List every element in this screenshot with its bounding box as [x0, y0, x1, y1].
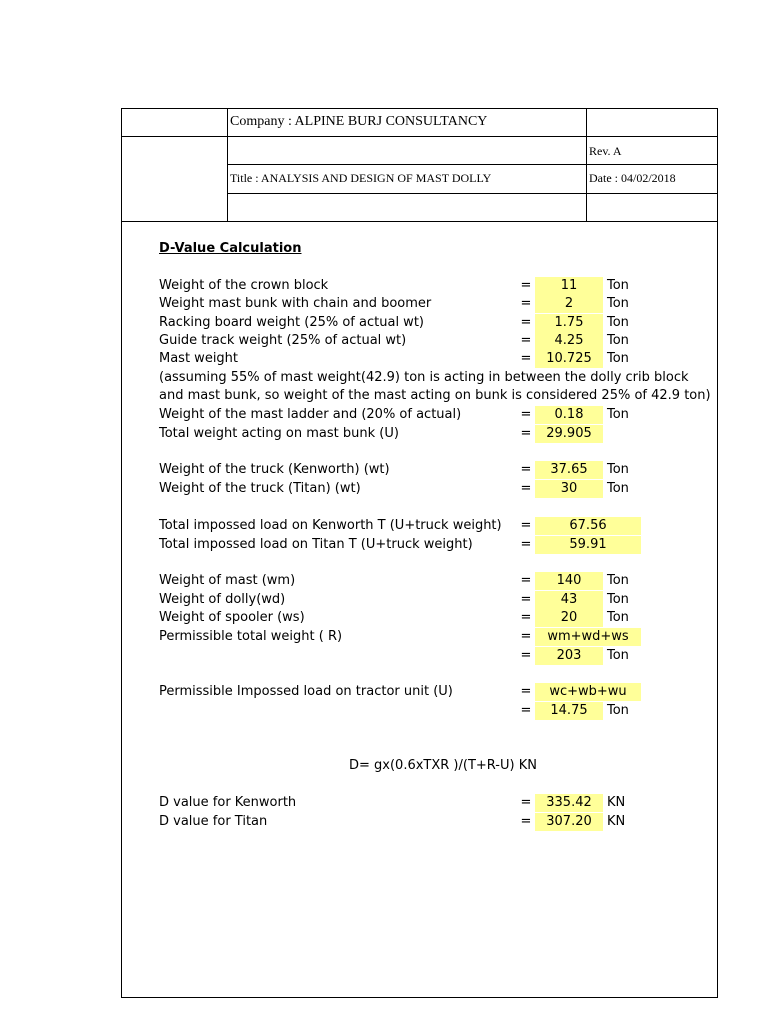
row-label: Permissible total weight ( R) — [159, 629, 343, 644]
row-unit: KN — [607, 814, 626, 829]
row-unit: KN — [607, 795, 626, 810]
document-title: Title : ANALYSIS AND DESIGN OF MAST DOLLY — [230, 171, 492, 185]
company-name: Company : ALPINE BURJ CONSULTANCY — [230, 114, 488, 129]
equals-sign: = — [520, 278, 532, 293]
header-divider — [121, 136, 718, 137]
row-value: 140 — [535, 572, 603, 590]
row-unit: Ton — [607, 351, 629, 366]
row-unit: Ton — [607, 278, 629, 293]
row-label: Weight of spooler (ws) — [159, 610, 305, 625]
row-label: D value for Kenworth — [159, 795, 297, 810]
row-value: 10.725 — [535, 350, 603, 368]
equals-sign: = — [520, 795, 532, 810]
row-label: Total weight acting on mast bunk (U) — [159, 426, 399, 441]
row-unit: Ton — [607, 407, 629, 422]
row-unit: Ton — [607, 481, 629, 496]
equals-sign: = — [520, 592, 532, 607]
revision: Rev. A — [589, 144, 622, 158]
row-label: Total impossed load on Titan T (U+truck weight) — [159, 537, 473, 552]
document-date: Date : 04/02/2018 — [589, 171, 676, 185]
row-value: 20 — [535, 609, 603, 627]
row-label: Racking board weight (25% of actual wt) — [159, 315, 424, 330]
equals-sign: = — [520, 629, 532, 644]
row-label: Guide track weight (25% of actual wt) — [159, 333, 407, 348]
assumption-note: (assuming 55% of mast weight(42.9) ton is acting in between the dolly crib block — [159, 370, 689, 385]
row-value: 37.65 — [535, 461, 603, 479]
equals-sign: = — [520, 537, 532, 552]
header-divider — [227, 164, 718, 165]
row-label: Permissible Impossed load on tractor unit (U) — [159, 684, 453, 699]
d-value-formula: D= gx(0.6xTXR )/(T+R-U) KN — [349, 758, 537, 773]
equals-sign: = — [520, 610, 532, 625]
row-unit: Ton — [607, 703, 629, 718]
row-value: 43 — [535, 591, 603, 609]
equals-sign: = — [520, 462, 532, 477]
row-unit: Ton — [607, 610, 629, 625]
row-value: 307.20 — [535, 813, 603, 831]
row-unit: Ton — [607, 333, 629, 348]
row-value: 0.18 — [535, 406, 603, 424]
equals-sign: = — [520, 703, 532, 718]
header-divider — [121, 221, 718, 222]
equals-sign: = — [520, 648, 532, 663]
row-label: D value for Titan — [159, 814, 268, 829]
row-unit: Ton — [607, 462, 629, 477]
equals-sign: = — [520, 814, 532, 829]
row-value: wc+wb+wu — [535, 683, 641, 701]
equals-sign: = — [520, 573, 532, 588]
equals-sign: = — [520, 351, 532, 366]
equals-sign: = — [520, 333, 532, 348]
row-value: 67.56 — [535, 517, 641, 535]
row-value: wm+wd+ws — [535, 628, 641, 646]
row-label: Mast weight — [159, 351, 239, 366]
equals-sign: = — [520, 518, 532, 533]
row-value: 335.42 — [535, 794, 603, 812]
row-value: 11 — [535, 277, 603, 295]
row-label: Weight of the crown block — [159, 278, 329, 293]
row-label: Weight of the mast ladder and (20% of actual) — [159, 407, 462, 422]
row-value: 59.91 — [535, 536, 641, 554]
equals-sign: = — [520, 407, 532, 422]
row-label: Weight of mast (wm) — [159, 573, 296, 588]
equals-sign: = — [520, 684, 532, 699]
row-unit: Ton — [607, 573, 629, 588]
row-label: Total impossed load on Kenworth T (U+truck weight) — [159, 518, 502, 533]
row-value: 1.75 — [535, 314, 603, 332]
header-divider — [227, 108, 228, 222]
row-unit: Ton — [607, 296, 629, 311]
row-value: 14.75 — [535, 702, 603, 720]
row-value: 30 — [535, 480, 603, 498]
assumption-note: and mast bunk, so weight of the mast acting on bunk is considered 25% of 42.9 ton) — [159, 388, 711, 403]
row-label: Weight mast bunk with chain and boomer — [159, 296, 432, 311]
section-title: D-Value Calculation — [159, 241, 302, 256]
equals-sign: = — [520, 481, 532, 496]
row-unit: Ton — [607, 648, 629, 663]
row-label: Weight of dolly(wd) — [159, 592, 286, 607]
equals-sign: = — [520, 296, 532, 311]
row-value: 4.25 — [535, 332, 603, 350]
header-divider — [227, 193, 718, 194]
row-value: 29.905 — [535, 425, 603, 443]
header-divider — [586, 108, 587, 222]
row-label: Weight of the truck (Titan) (wt) — [159, 481, 361, 496]
equals-sign: = — [520, 315, 532, 330]
row-label: Weight of the truck (Kenworth) (wt) — [159, 462, 390, 477]
equals-sign: = — [520, 426, 532, 441]
row-unit: Ton — [607, 315, 629, 330]
row-value: 203 — [535, 647, 603, 665]
row-value: 2 — [535, 295, 603, 313]
row-unit: Ton — [607, 592, 629, 607]
